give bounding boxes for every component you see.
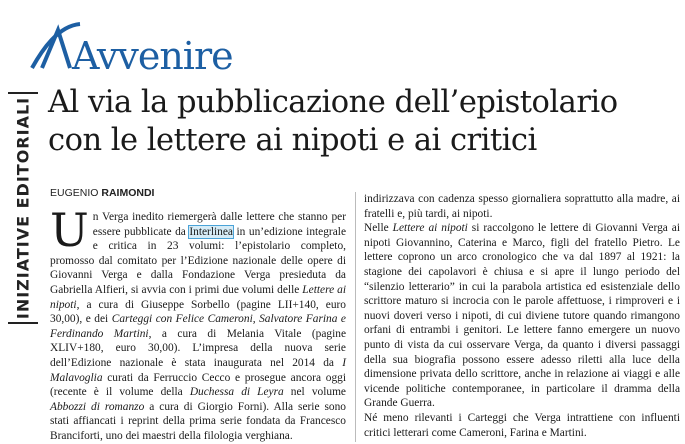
article-column-1 xyxy=(50,203,346,444)
byline-first-name: EUGENIO xyxy=(50,187,99,199)
text-run: , a cura di Melania Vitale (pagine XLIV+180, euro 30,00). L’impresa della nuova serie dell’Edizione nazionale è stata inaugurata nel 2014 da xyxy=(50,327,346,369)
text-run: , a cura di Giuseppe Sorbello (pagine LII+140, euro 30,00), e dei xyxy=(50,298,346,326)
headline-line-1: Al via la pubblicazione dell’epistolario xyxy=(48,85,618,120)
byline-last-name: RAIMONDI xyxy=(101,187,155,199)
text-run: si raccolgono le lettere di Giovanni Verga ai nipoti Giovannino, Caterina e Marco, figli del fratello Pietro. Le lettere coprono un arco cronologico che va dal 1897 al 1921: la stagione dei capolavori è chiusa e si apre il lungo periodo del “silenzio letterario” in cui la parabola artistica ed esistenziale dello scrittore maturo si incrocia con le parole affettuose, i rimproveri e i nuovi doveri verso i nipoti, di cui diviene tutore quando rimangono orfani di entrambi i genitori. Le lettere fanno emergere un nuovo punto di vista da cui osservare Verga, da quanto i diversi passaggi della sua biografia possono essere adesso riletti alla luce della dimensione privata dello scrittore, anche in relazione ai viaggi e alle vicende politiche contemporanee, in particolare il dramma della Grande Guerra. xyxy=(364,222,681,410)
text-run: in un’edizione integrale e critica in 23 volumi: l’epistolario completo, promosso dal comitato per l’Edizione nazionale delle opere di Giovanni Verga e dalla Fondazione Verga presieduta da Gabriella Alfieri, si avvia con i primi due volumi delle xyxy=(50,225,346,296)
section-label-wrap xyxy=(4,98,42,318)
text-run: Nelle xyxy=(364,222,393,235)
section-rule-bottom xyxy=(8,322,38,324)
article-column-2 xyxy=(364,192,680,440)
article-paragraph xyxy=(50,203,346,444)
section-label: INIZIATIVE EDITORIALI xyxy=(13,96,33,320)
article-paragraph: Né meno rilevanti i Carteggi che Verga intrattiene con influenti critici letterari come Cameroni, Farina e Martini. xyxy=(364,411,680,439)
text-run: curati da Ferruccio Cecco e prosegue ancora oggi (recente è il volume della xyxy=(50,371,346,399)
section-rule-top xyxy=(8,92,38,94)
text-run: nel volume xyxy=(283,386,346,399)
headline-line-2: con le lettere ai nipoti e ai critici xyxy=(48,123,537,158)
byline xyxy=(50,187,154,199)
book-title: Lettere ai nipoti xyxy=(392,222,468,235)
text-run: n Verga inedito riemergerà dalle lettere che stanno per essere pubblicate da xyxy=(92,211,346,238)
book-title: Carteggi con Felice Cameroni, Salvatore Farina e Ferdinando Martini xyxy=(50,313,346,340)
book-title: Abbozzi di romanzo xyxy=(50,400,145,413)
book-title: Duchessa di Leyra xyxy=(189,386,284,399)
avvenire-logo xyxy=(28,20,258,78)
logo-text: Avvenire xyxy=(72,34,233,78)
book-title: Lettere ai nipoti xyxy=(50,283,346,311)
text-run: a cura di Giorgio Forni). Alla serie sono stati affiancati i reprint della prima serie fondata da Francesco Branciforti, uno dei maestri della filologia verghiana. xyxy=(50,400,346,442)
article-paragraph: indirizzava con cadenza spesso giornaliera soprattutto alla madre, ai fratelli e, più tardi, ai nipoti. xyxy=(364,193,680,220)
article-paragraph xyxy=(364,221,680,411)
book-title: I Malavoglia xyxy=(50,356,346,384)
headline xyxy=(48,84,678,160)
interlinea-link[interactable]: Interlinea xyxy=(189,225,233,238)
drop-cap: U xyxy=(50,203,89,257)
column-divider xyxy=(355,192,356,442)
